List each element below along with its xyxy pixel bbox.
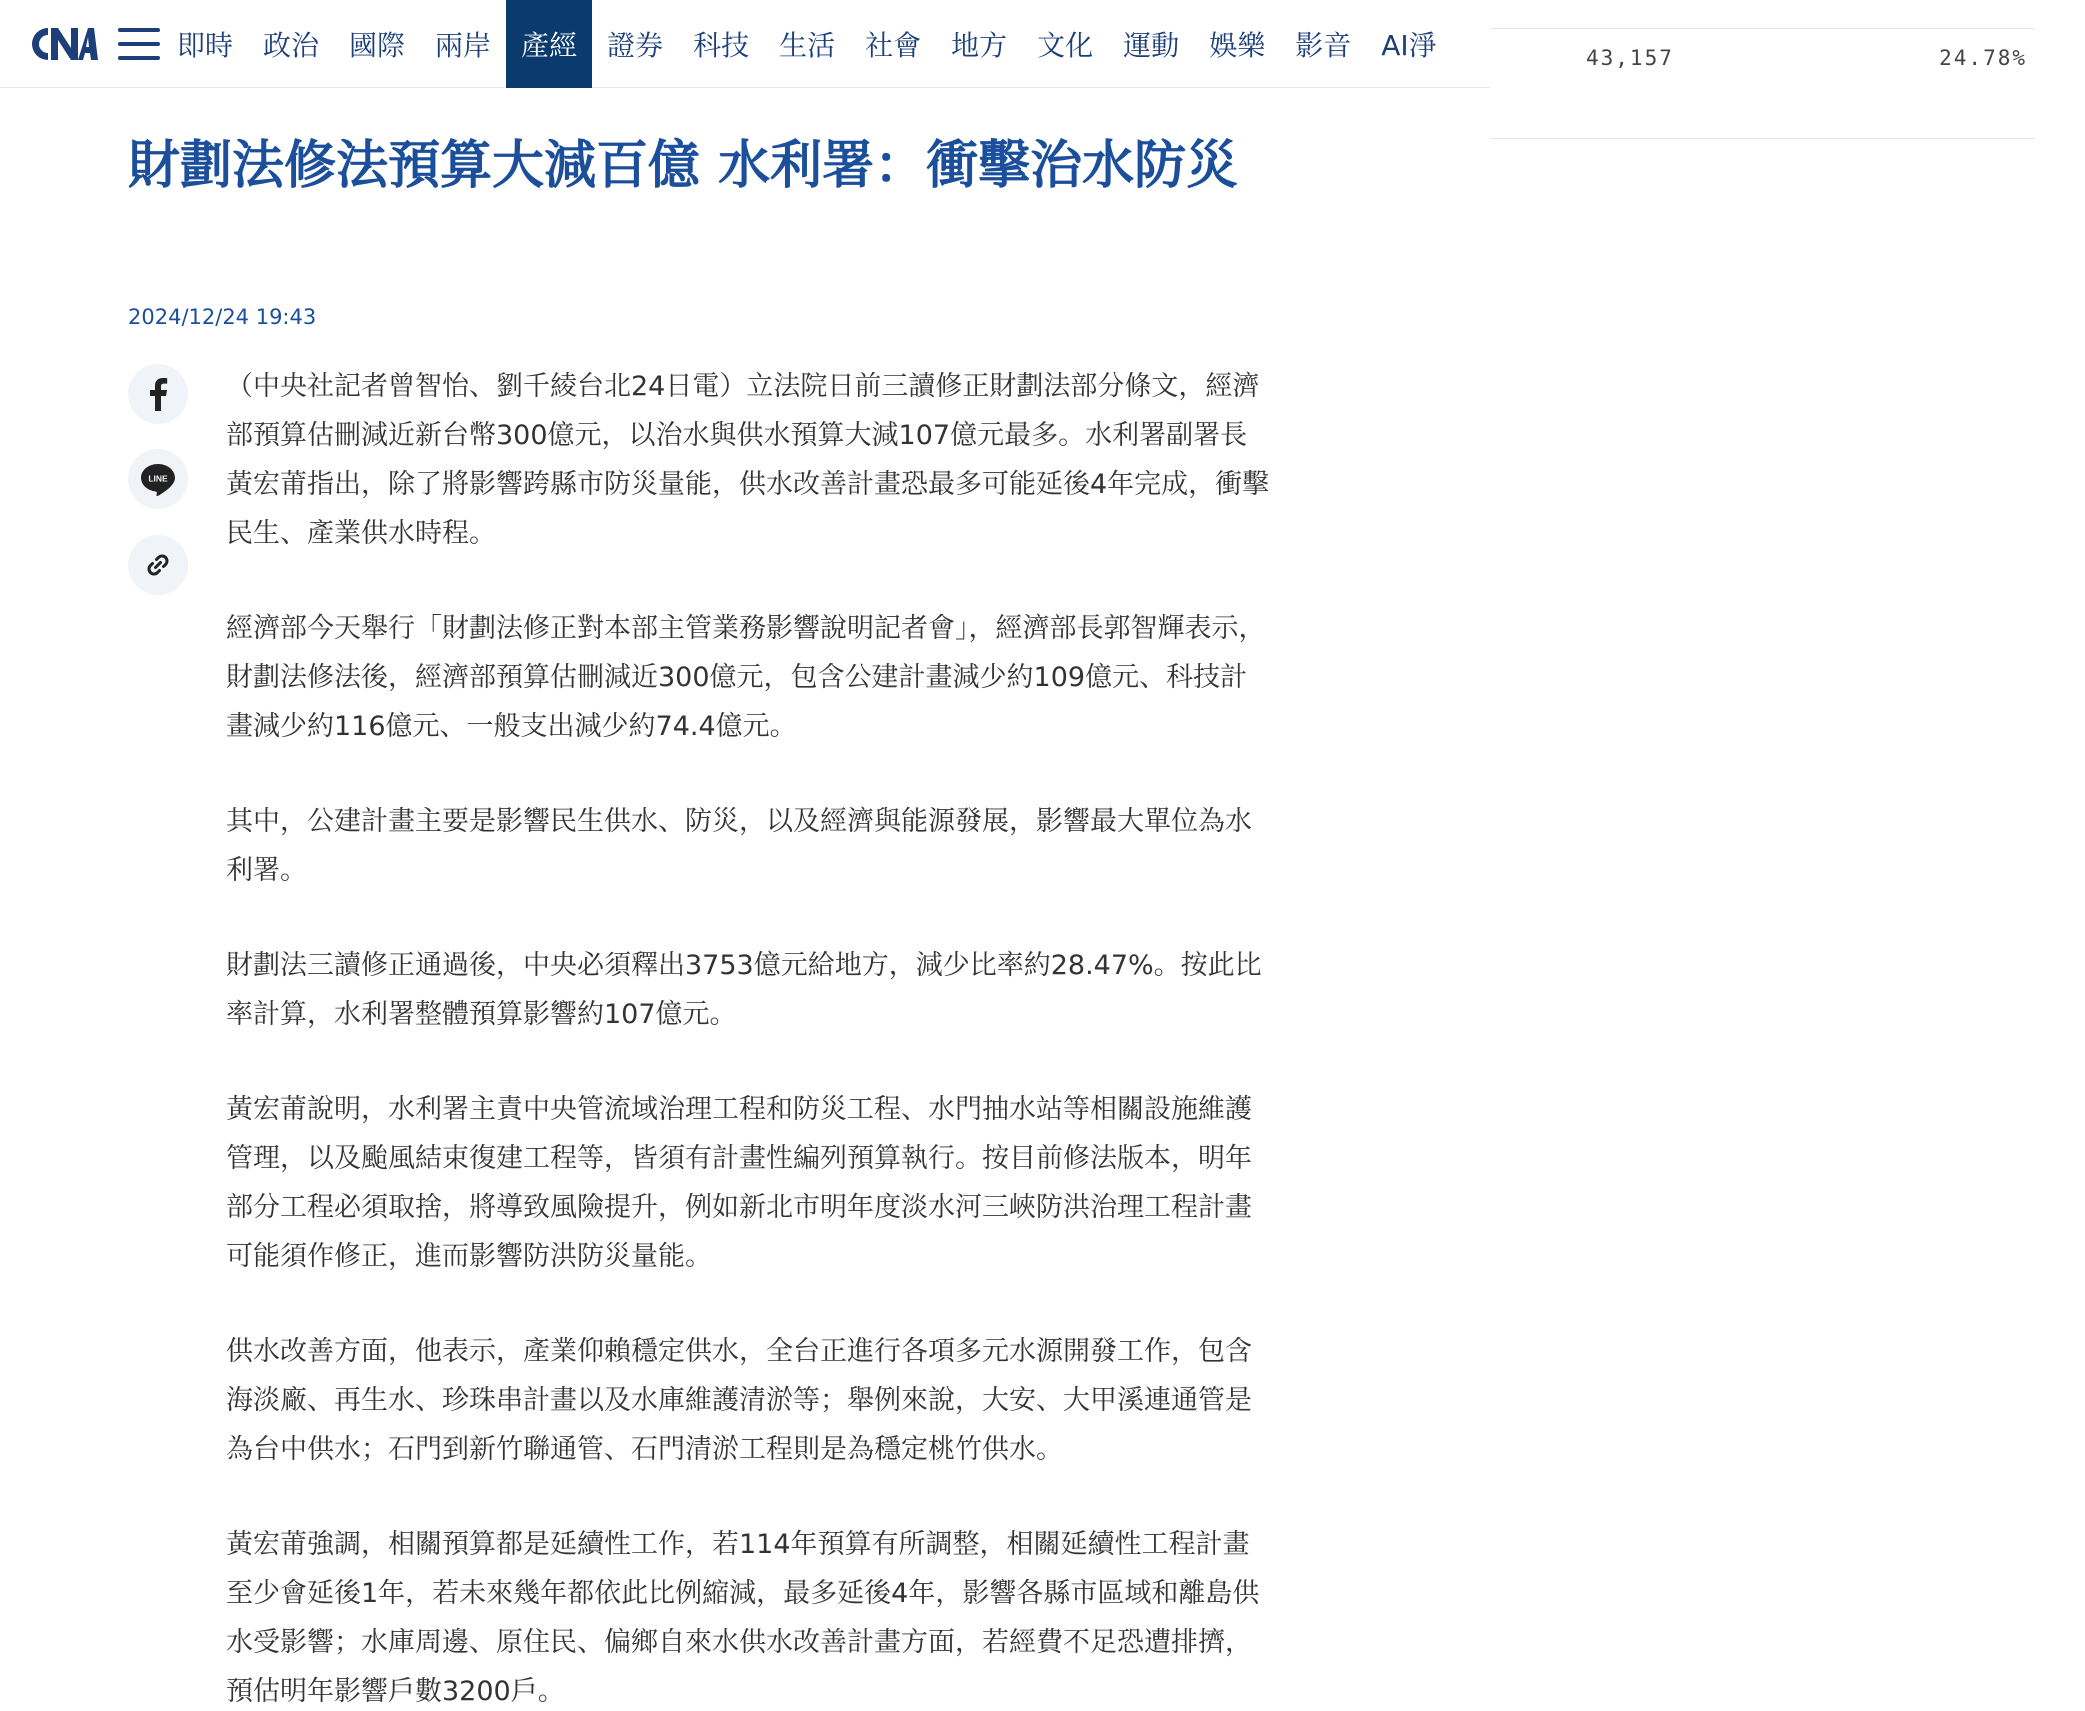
nav-item-international[interactable]: 國際 xyxy=(349,29,406,62)
article-paragraph: 財劃法三讀修正通過後，中央必須釋出3753億元給地方，減少比率約28.47%。按此比率計算，水利署整體預算影響約107億元。 xyxy=(226,950,1262,1030)
top-nav xyxy=(0,0,1490,88)
nav-item-sports[interactable]: 運動 xyxy=(1123,29,1180,62)
nav-item-cross-strait[interactable]: 兩岸 xyxy=(435,29,492,62)
line-icon xyxy=(140,462,176,496)
article-date: 2024/12/24 19:43 xyxy=(128,305,317,329)
link-icon xyxy=(143,550,173,580)
facebook-icon xyxy=(147,377,169,411)
stock-percent: 24.78% xyxy=(1939,46,2027,70)
nav-item-securities[interactable]: 證券 xyxy=(607,29,664,62)
share-facebook-button[interactable] xyxy=(128,364,188,424)
nav-item-ai[interactable]: AI淨 xyxy=(1381,29,1437,62)
divider xyxy=(1490,138,2035,139)
nav-item-realtime[interactable]: 即時 xyxy=(177,29,234,62)
nav-item-local[interactable]: 地方 xyxy=(951,29,1008,62)
category-nav xyxy=(162,0,1452,88)
nav-item-video[interactable]: 影音 xyxy=(1295,29,1352,62)
article-paragraph: （中央社記者曾智怡、劉千綾台北24日電）立法院日前三讀修正財劃法部分條文，經濟部預算估刪減近新台幣300億元，以治水與供水預算大減107億元最多。水利署副署長黃宏莆指出，除了將影響跨縣市防災量能，供水改善計畫恐最多可能延後4年完成，衝擊民生、產業供水時程。 xyxy=(226,371,1270,549)
copy-link-button[interactable] xyxy=(128,535,188,595)
nav-item-politics[interactable]: 政治 xyxy=(263,29,320,62)
nav-item-business[interactable]: 產經 xyxy=(506,0,592,88)
nav-item-entertainment[interactable]: 娛樂 xyxy=(1209,29,1266,62)
article-paragraph: 供水改善方面，他表示，產業仰賴穩定供水，全台正進行各項多元水源開發工作，包含海淡廠、再生水、珍珠串計畫以及水庫維護清淤等；舉例來說，大安、大甲溪連通管是為台中供水；石門到新竹聯通管、石門清淤工程則是為穩定桃竹供水。 xyxy=(226,1336,1252,1465)
article-body xyxy=(226,362,1271,1711)
article-paragraph: 其中，公建計畫主要是影響民生供水、防災，以及經濟與能源發展，影響最大單位為水利署。 xyxy=(226,806,1252,886)
nav-item-lifestyle[interactable]: 生活 xyxy=(779,29,836,62)
nav-item-culture[interactable]: 文化 xyxy=(1037,29,1094,62)
share-line-button[interactable] xyxy=(128,449,188,509)
divider xyxy=(1490,28,2035,29)
hamburger-menu-icon[interactable] xyxy=(118,28,160,60)
article-paragraph: 經濟部今天舉行「財劃法修正對本部主管業務影響說明記者會」，經濟部長郭智輝表示，財劃法修法後，經濟部預算估刪減近300億元，包含公建計畫減少約109億元、科技計畫減少約116億元、一般支出減少約74.4億元。 xyxy=(226,613,1266,742)
article-title: 財劃法修法預算大減百億 水利署：衝擊治水防災 xyxy=(128,136,1239,196)
stock-volume: 43,157 xyxy=(1586,46,1674,70)
nav-item-technology[interactable]: 科技 xyxy=(693,29,750,62)
stock-ticker-row xyxy=(1490,28,2035,140)
article-paragraph: 黃宏莆說明，水利署主責中央管流域治理工程和防災工程、水門抽水站等相關設施維護管理，以及颱風結束復建工程等，皆須有計畫性編列預算執行。按目前修法版本，明年部分工程必須取捨，將導致風險提升，例如新北市明年度淡水河三峽防洪治理工程計畫可能須作修正，進而影響防洪防災量能。 xyxy=(226,1094,1252,1272)
article-paragraph: 黃宏莆強調，相關預算都是延續性工作，若114年預算有所調整，相關延續性工程計畫至少會延後1年，若未來幾年都依此比例縮減，最多延後4年，影響各縣市區域和離島供水受影響；水庫周邊、原住民、偏鄉自來水供水改善計畫方面，若經費不足恐遭排擠，預估明年影響戶數3200戶。 xyxy=(226,1529,1260,1707)
cna-logo[interactable] xyxy=(28,26,98,62)
line-icon-label: LINE xyxy=(148,473,168,484)
cna-logo-icon xyxy=(28,26,98,62)
nav-item-society[interactable]: 社會 xyxy=(865,29,922,62)
